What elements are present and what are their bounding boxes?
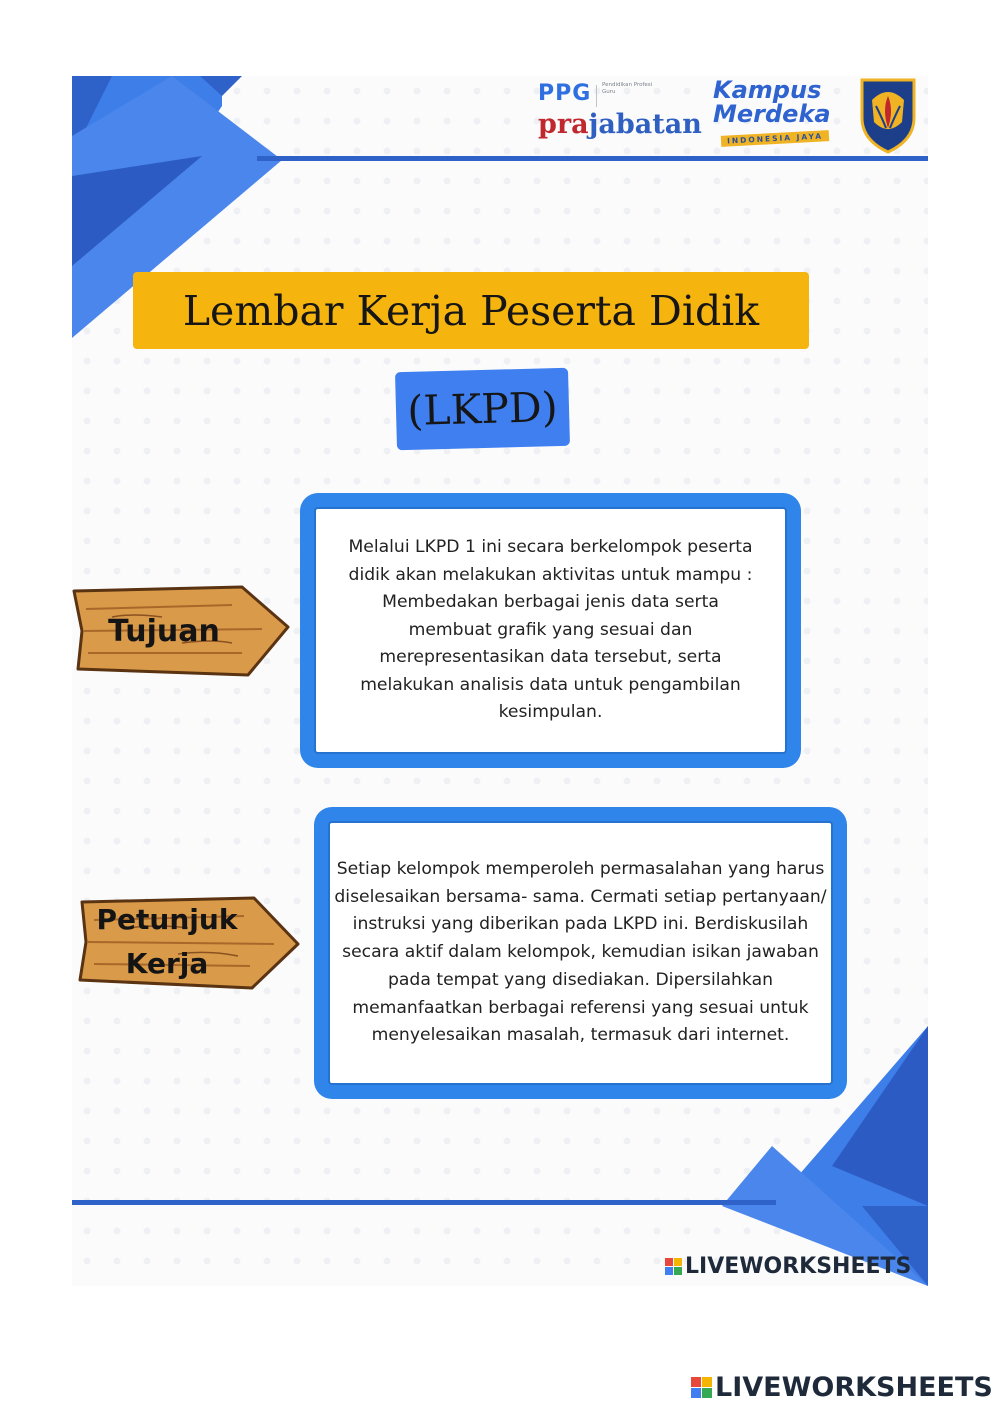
ppg-logo-separator	[596, 85, 597, 107]
petunjuk-kerja-sign	[78, 894, 300, 990]
liveworksheets-grid-icon	[665, 1258, 682, 1275]
petunjuk-kerja-card	[314, 807, 847, 1099]
liveworksheets-text: LIVEWORKSHEETS	[715, 1372, 993, 1403]
kampus-merdeka-logo	[713, 78, 858, 154]
ppg-prajabatan-logo	[538, 79, 718, 149]
ppg-logo-pra: pra	[538, 109, 589, 140]
footer-rule	[72, 1200, 776, 1205]
tujuan-sign	[72, 581, 290, 681]
ppg-logo-jabatan: jabatan	[588, 109, 702, 140]
page-subtitle: (LKPD)	[406, 383, 559, 435]
liveworksheets-grid-icon	[691, 1377, 712, 1398]
title-banner	[133, 272, 809, 349]
ppg-logo-tagline: Pendidikan Profesi Guru	[602, 82, 653, 95]
petunjuk-kerja-sign-label: Petunjuk Kerja	[96, 903, 238, 980]
tujuan-card	[300, 493, 801, 768]
kampus-merdeka-line1: Kampus	[713, 76, 822, 104]
university-emblem-icon	[858, 76, 918, 154]
tujuan-sign-label: Tujuan	[108, 613, 220, 649]
page-title: Lembar Kerja Peserta Didik	[182, 286, 760, 335]
petunjuk-kerja-card-body	[328, 821, 833, 1085]
kampus-merdeka-line2: Merdeka	[713, 100, 831, 128]
tujuan-card-body	[314, 507, 787, 754]
worksheet-page	[72, 76, 928, 1286]
kampus-merdeka-ribbon: INDONESIA JAYA	[721, 130, 830, 147]
petunjuk-kerja-text: Setiap kelompok memperoleh permasalahan yang harus diselesaikan bersama- sama. Cermati setiap pertanyaan/ instruksi yang diberikan pada LKPD ini. Berdiskusilah secara aktif dalam kelompok, kemudian isikan jawaban pada tempat yang disediakan. Dipersilahkan memanfaatkan berbagai referensi yang sesuai untuk menyelesaikan masalah, termasuk dari internet.	[334, 858, 827, 1046]
header-rule	[257, 156, 928, 161]
ppg-logo-top: PPG	[538, 81, 592, 106]
liveworksheets-text-inner: LIVEWORKSHEETS	[685, 1254, 912, 1279]
liveworksheets-logo-inner	[665, 1254, 911, 1279]
subtitle-banner	[395, 368, 570, 451]
ppg-logo-bottom	[538, 109, 702, 140]
liveworksheets-logo	[691, 1372, 993, 1403]
tujuan-text: Melalui LKPD 1 ini secara berkelompok peserta didik akan melakukan aktivitas untuk mampu : Membedakan berbagai jenis data serta membuat grafik yang sesuai dan merepresentasikan data tersebut, serta melakukan analisis data untuk pengambilan kesimpulan.	[348, 536, 753, 723]
